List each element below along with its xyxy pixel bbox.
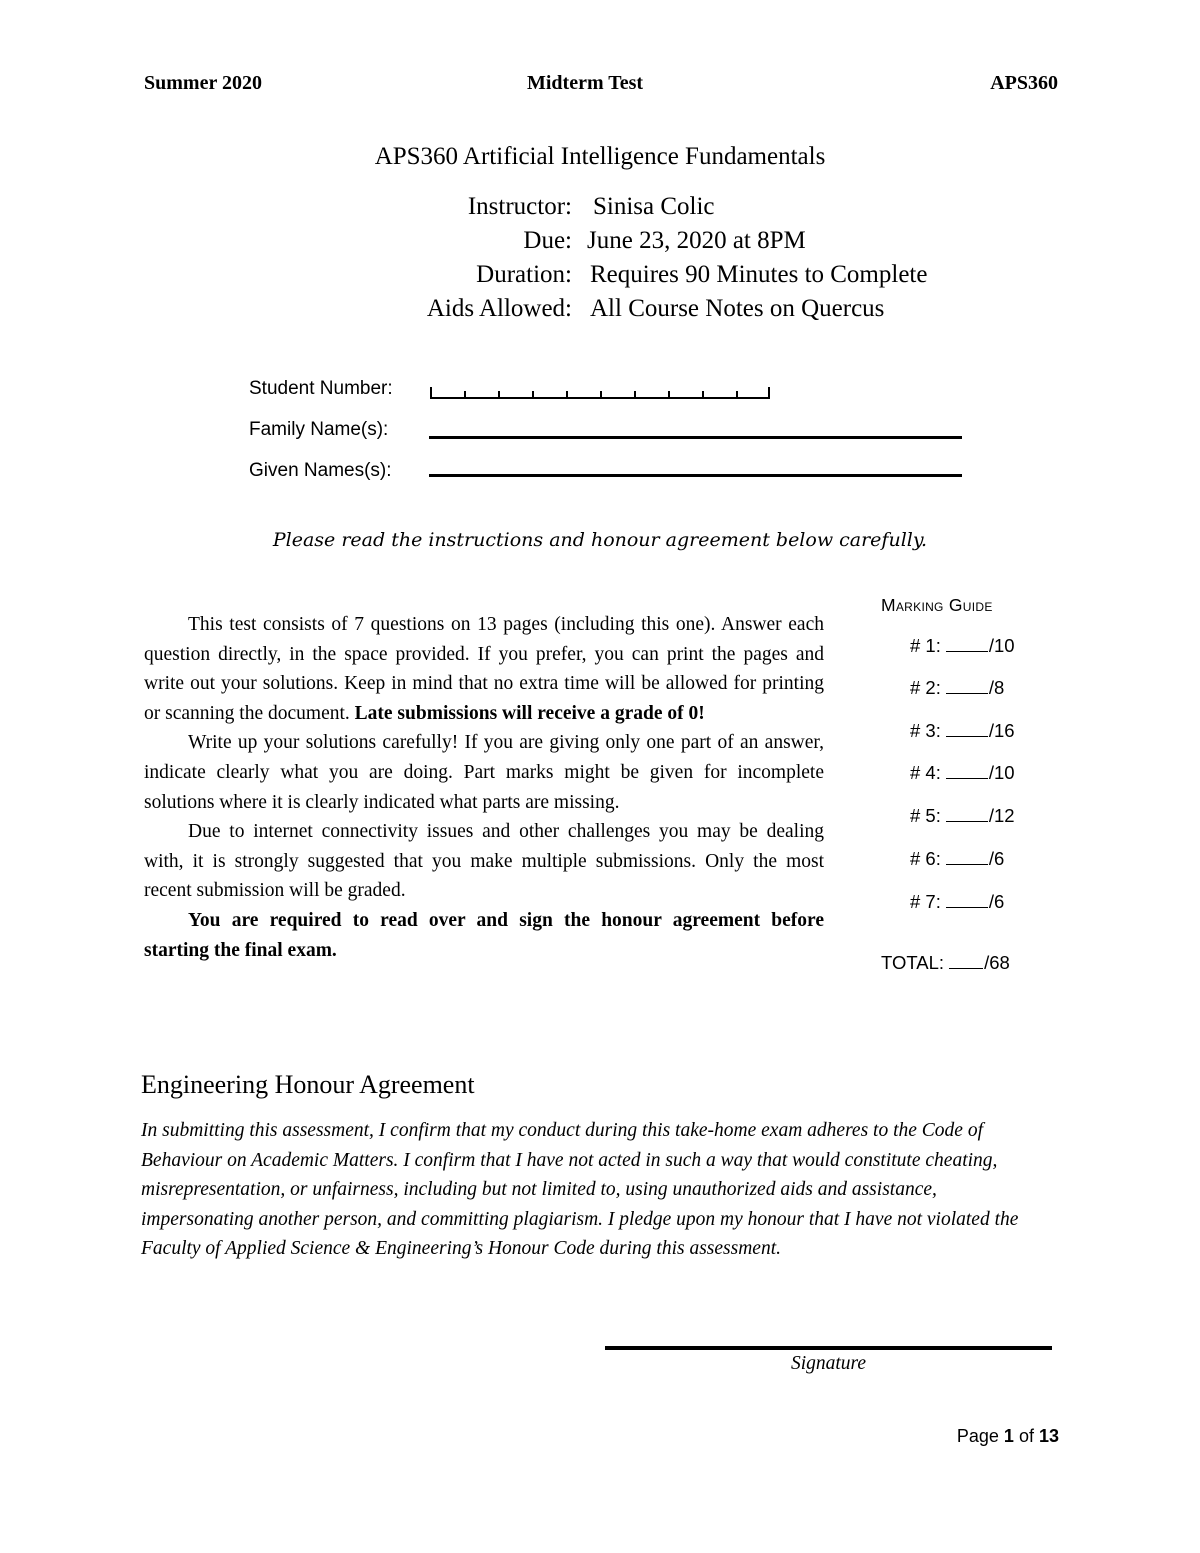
marking-row: # 3: /16 — [910, 720, 1015, 741]
given-names-field[interactable] — [429, 474, 962, 477]
honour-agreement-title: Engineering Honour Agreement — [141, 1070, 475, 1099]
info-row-aids — [0, 295, 1200, 329]
info-label: Aids Allowed: — [426, 295, 572, 322]
marking-row: # 7: /6 — [910, 891, 1005, 912]
marking-guide-title: Marking Guide — [881, 595, 993, 615]
info-value: Sinisa Colic — [593, 193, 715, 220]
marking-row: # 1: /10 — [910, 635, 1015, 656]
info-row-due — [0, 227, 1200, 261]
instructions-paragraph-1 — [144, 610, 824, 728]
signature-line[interactable] — [605, 1346, 1052, 1350]
info-label: Duration: — [476, 261, 572, 288]
please-read-note: Please read the instructions and honour agreement below carefully. — [272, 529, 928, 551]
marking-total: TOTAL: /68 — [881, 952, 1010, 973]
marking-row: # 5: /12 — [910, 805, 1015, 826]
given-names-label: Given Names(s): — [249, 460, 392, 481]
student-number-label: Student Number: — [249, 378, 393, 399]
info-value: Requires 90 Minutes to Complete — [590, 261, 928, 288]
instructions-text: This test consists of 7 questions on 13 pages (including this one). Answer each question directly, in the space provided. If you prefer, you can print the pages and write out your solutions. Keep in mind that no extra time will be allowed for printing or scanning the document. — [144, 614, 824, 724]
family-name-field[interactable] — [429, 436, 962, 439]
header-term: Summer 2020 — [144, 72, 262, 94]
late-warning: Late submissions will receive a grade of 0! — [354, 702, 705, 724]
instructions — [144, 610, 824, 965]
marking-row: # 4: /10 — [910, 762, 1015, 783]
instructions-paragraph-3: Due to internet connectivity issues and other challenges you may be dealing with, it is strongly suggested that you make multiple submissions. Only the most recent submission will be graded. — [144, 821, 824, 902]
instructions-paragraph-4 — [144, 906, 824, 965]
info-label: Instructor: — [467, 193, 572, 220]
instructions-paragraph-2: Write up your solutions carefully! If you are giving only one part of an answer, indicate clearly what you are doing. Part marks might be given for incomplete solutions where it is clearly indicated what parts are missing. — [144, 732, 824, 813]
signature-label: Signature — [790, 1353, 867, 1374]
honour-requirement: You are required to read over and sign the honour agreement before starting the final exam. — [144, 909, 824, 961]
marking-row: # 6: /6 — [910, 848, 1005, 869]
course-title: APS360 Artificial Intelligence Fundamentals — [374, 143, 826, 170]
info-value: June 23, 2020 at 8PM — [587, 227, 806, 254]
header-test-name: Midterm Test — [527, 72, 644, 94]
honour-agreement-text: In submitting this assessment, I confirm that my conduct during this take-home exam adheres to the Code of Behaviour on Academic Matters. I confirm that I have not acted in such a way that would constitute cheating, misrepresentation, or unfairness, including but not limited to, using unauthorized aids and assistance, impersonating another person, and committing plagiarism. I pledge upon my honour that I have not violated the Faculty of Applied Science & Engineering’s Honour Code during this assessment. — [141, 1120, 1019, 1260]
info-row-duration — [0, 261, 1200, 295]
marking-row: # 2: /8 — [910, 677, 1005, 698]
info-value: All Course Notes on Quercus — [590, 295, 885, 322]
info-row-instructor — [0, 193, 1200, 227]
header-course-code: APS360 — [990, 72, 1058, 94]
family-name-label: Family Name(s): — [249, 419, 389, 440]
page-number: Page 1 of 13 — [956, 1426, 1059, 1446]
info-label: Due: — [523, 227, 572, 254]
